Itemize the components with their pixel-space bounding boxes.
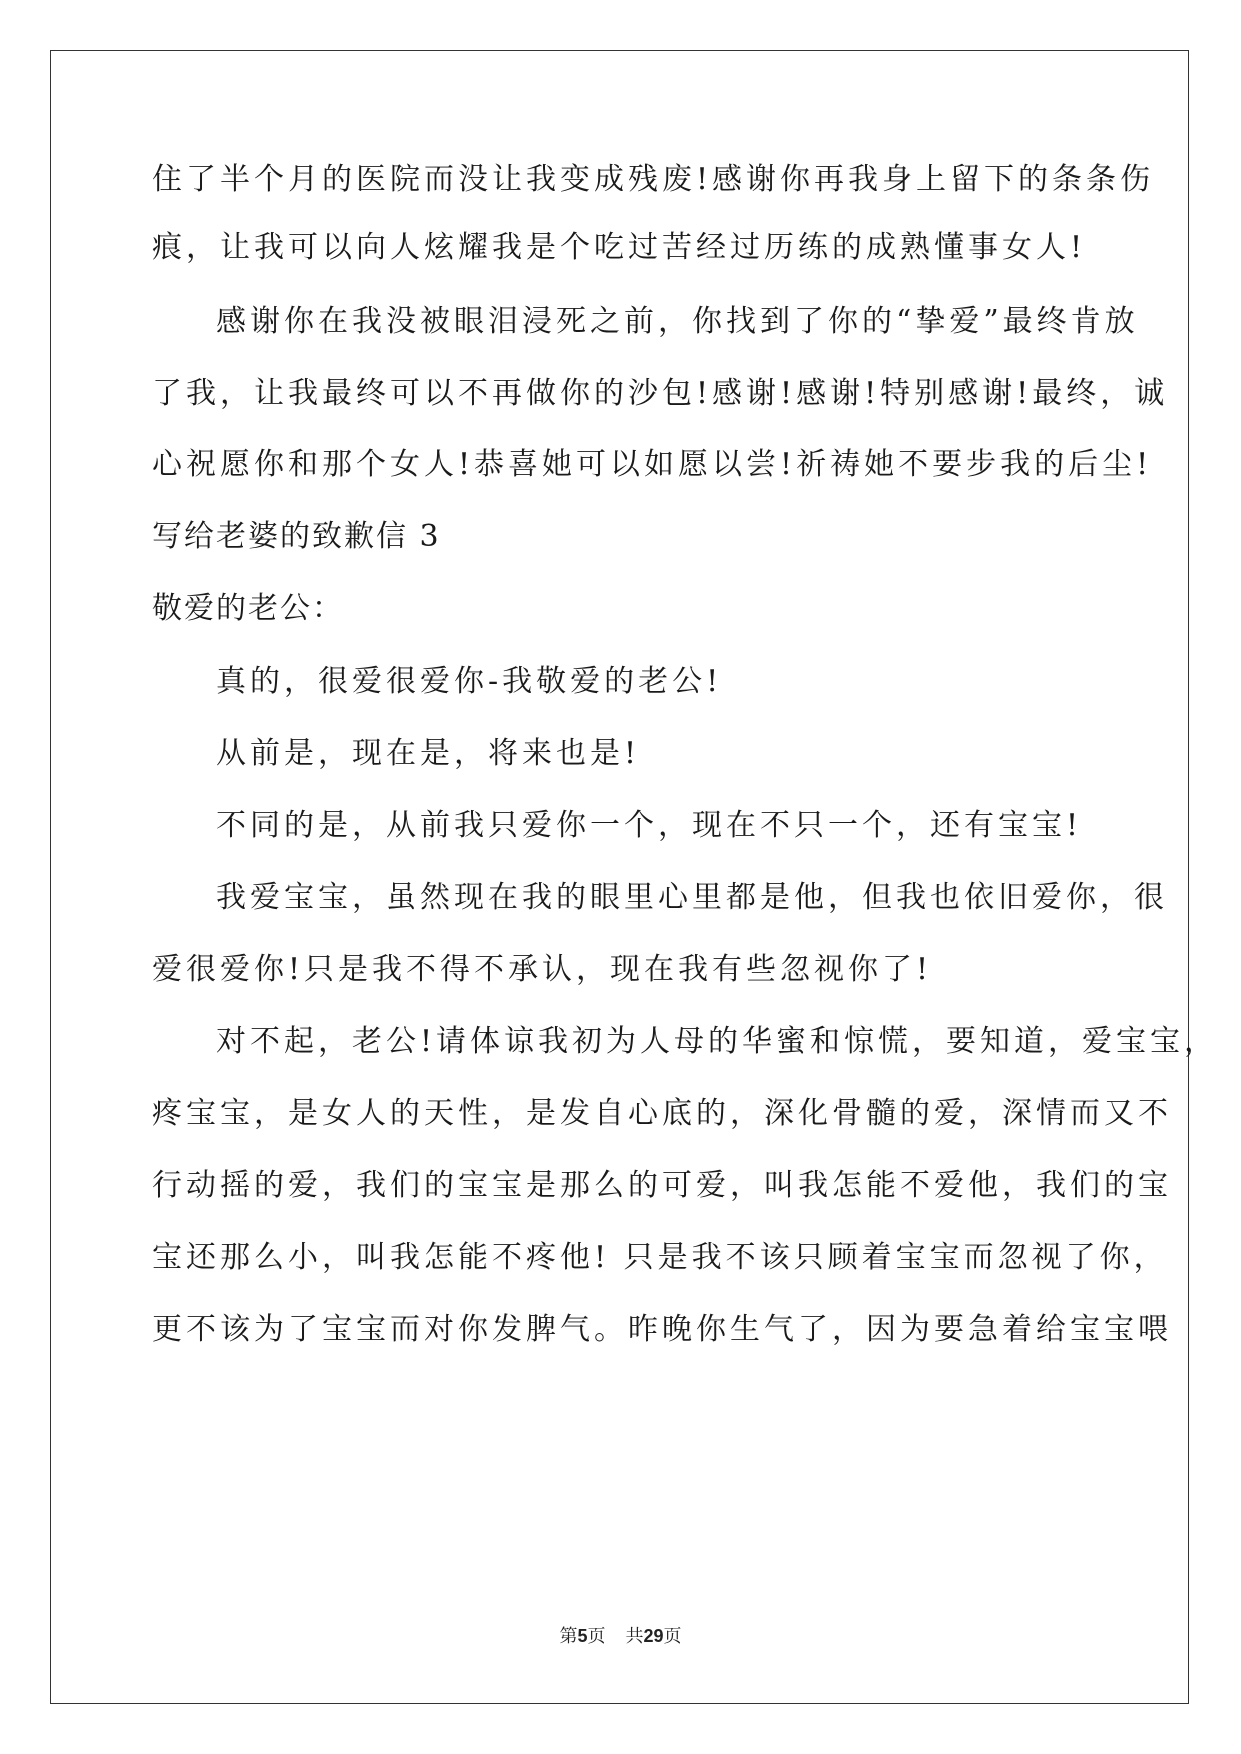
section-heading: 写给老婆的致歉信 3 [152,519,441,554]
current-page-number: 5 [577,1626,588,1646]
text-line: 宝还那么小，叫我怎能不疼他! 只是我不该只顾着宝宝而忽视了你， [152,1240,1168,1275]
text-line: 更不该为了宝宝而对你发脾气。昨晚你生气了，因为要急着给宝宝喂 [152,1312,1172,1347]
text-line: 住了半个月的医院而没让我变成残废!感谢你再我身上留下的条条伤 [152,162,1155,197]
page-suffix: 页 [587,1626,606,1646]
text-line: 我爱宝宝，虽然现在我的眼里心里都是他，但我也依旧爱你，很 [216,880,1168,915]
total-pages-number: 29 [643,1626,664,1646]
page-border [50,50,1189,1704]
salutation: 敬爱的老公： [152,591,344,626]
total-suffix: 页 [663,1626,682,1646]
text-line: 感谢你在我没被眼泪浸死之前，你找到了你的“挚爱”最终肯放 [216,304,1139,339]
text-line: 行动摇的爱，我们的宝宝是那么的可爱，叫我怎能不爱他，我们的宝 [152,1168,1172,1203]
text-line: 不同的是，从前我只爱你一个，现在不只一个，还有宝宝! [216,808,1083,843]
total-prefix: 共 [625,1626,644,1646]
page-prefix: 第 [559,1626,578,1646]
text-line: 爱很爱你!只是我不得不承认，现在我有些忽视你了! [152,952,933,987]
text-line: 对不起，老公!请体谅我初为人母的华蜜和惊慌，要知道，爱宝宝， [216,1024,1219,1059]
text-line: 疼宝宝，是女人的天性，是发自心底的，深化骨髓的爱，深情而又不 [152,1096,1172,1131]
text-line: 心祝愿你和那个女人!恭喜她可以如愿以尝!祈祷她不要步我的后尘! [152,447,1153,482]
text-line: 痕，让我可以向人炫耀我是个吃过苦经过历练的成熟懂事女人! [152,230,1087,265]
text-line: 从前是，现在是，将来也是! [216,736,641,771]
text-line: 真的，很爱很爱你-我敬爱的老公! [216,664,723,699]
page-footer [0,1622,1241,1648]
text-line: 了我，让我最终可以不再做你的沙包!感谢!感谢!特别感谢!最终，诚 [152,376,1169,411]
